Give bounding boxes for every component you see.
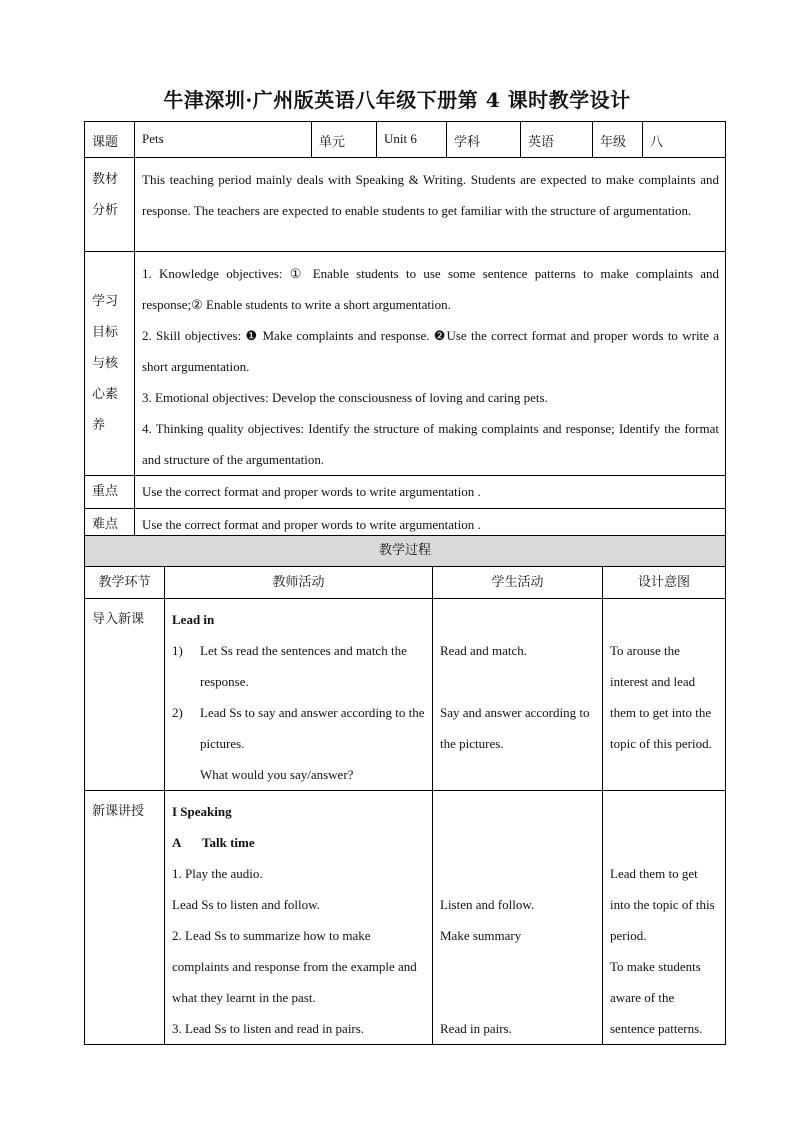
analysis-label <box>85 158 135 252</box>
lead-in-stage: 导入新课 <box>85 599 165 791</box>
list-text: Lead Ss to say and answer according to the pictures. <box>200 705 425 751</box>
objectives-text <box>135 252 726 476</box>
objectives-label <box>85 252 135 476</box>
key-point-label: 重点 <box>85 476 135 509</box>
design-intent: To make students aware of the sentence patterns. <box>610 959 703 1036</box>
list-text: Let Ss read the sentences and match the response. <box>200 643 407 689</box>
analysis-label-text: 教材分析 <box>92 172 119 218</box>
new-lesson-teacher <box>165 791 433 1045</box>
student-activity: Say and answer according to the pictures. <box>440 705 590 751</box>
spacer <box>440 951 596 982</box>
grade-value: 八 <box>643 122 726 158</box>
grade-label: 年级 <box>593 122 643 158</box>
objective-item: 3. Emotional objectives: Develop the consciousness of loving and caring pets. <box>142 390 548 405</box>
student-activity: Make summary <box>440 928 522 943</box>
lead-in-heading: Lead in <box>172 612 215 627</box>
student-activity: Read in pairs. <box>440 1021 512 1036</box>
lead-in-intent <box>603 599 726 791</box>
process-banner: 教学过程 <box>85 536 726 567</box>
process-column-headers <box>85 567 726 599</box>
spacer <box>440 982 596 1013</box>
column-header: 教师活动 <box>165 567 433 599</box>
list-item <box>172 697 426 759</box>
unit-value: Unit 6 <box>377 122 447 158</box>
process-table <box>84 535 726 1045</box>
column-header: 设计意图 <box>603 567 726 599</box>
talk-time-heading <box>172 827 426 858</box>
spacer <box>440 858 596 889</box>
spacer <box>440 604 596 635</box>
header-row <box>85 122 726 158</box>
spacer <box>610 604 719 635</box>
key-point-text: Use the correct format and proper words to write argumentation . <box>135 476 726 509</box>
column-header: 学生活动 <box>433 567 603 599</box>
teacher-step: 3. Lead Ss to listen and read in pairs. <box>172 1021 365 1036</box>
student-activity: Read and match. <box>440 643 527 658</box>
new-lesson-student <box>433 791 603 1045</box>
spacer <box>610 796 719 827</box>
objective-item: 2. Skill objectives: ❶ Make complaints and response. ❷Use the correct format and proper words to write a short argumentation. <box>142 328 719 374</box>
spacer <box>440 827 596 858</box>
key-point-row <box>85 476 726 509</box>
speaking-heading: I Speaking <box>172 804 232 819</box>
teacher-step: 2. Lead Ss to summarize how to make complaints and response from the example and what they learnt in the past. <box>172 928 417 1005</box>
analysis-row <box>85 158 726 252</box>
objectives-label-text: 学习目标与核心素养 <box>92 294 119 433</box>
lesson-info-table <box>84 121 726 542</box>
objective-item: 4. Thinking quality objectives: Identify the structure of making complaints and response; Identify the format and structure of the argumentation. <box>142 421 719 467</box>
difficult-point-label: 难点 <box>85 509 135 542</box>
student-activity: Listen and follow. <box>440 897 535 912</box>
column-header: 教学环节 <box>85 567 165 599</box>
lead-in-question: What would you say/answer? <box>200 767 354 782</box>
topic-value: Pets <box>135 122 312 158</box>
list-number: 2) <box>172 705 183 720</box>
topic-label: 课题 <box>85 122 135 158</box>
design-intent: Lead them to get into the topic of this period. <box>610 866 715 943</box>
new-lesson-stage: 新课讲授 <box>85 791 165 1045</box>
design-intent: To arouse the interest and lead them to get into the topic of this period. <box>610 643 712 751</box>
page-title: 牛津深圳·广州版英语八年级下册第 4 课时教学设计 <box>163 88 631 112</box>
objective-item: 1. Knowledge objectives: ① Enable students to use some sentence patterns to make complaints and response;② Enable students to write a short argumentation. <box>142 266 719 312</box>
analysis-text: This teaching period mainly deals with Speaking & Writing. Students are expected to make complaints and response. The teachers are expected to enable students to get familiar with the structure of argumentation. <box>135 158 726 252</box>
spacer <box>440 796 596 827</box>
lead-in-row <box>85 599 726 791</box>
objectives-row <box>85 252 726 476</box>
difficult-point-text: Use the correct format and proper words to write argumentation . <box>135 509 726 542</box>
list-item <box>172 635 426 697</box>
teacher-step: Lead Ss to listen and follow. <box>172 897 320 912</box>
lead-in-student <box>433 599 603 791</box>
spacer <box>610 827 719 858</box>
section-letter: A <box>172 835 182 850</box>
subject-value: 英语 <box>521 122 593 158</box>
unit-label: 单元 <box>312 122 377 158</box>
list-number: 1) <box>172 643 183 658</box>
subject-label: 学科 <box>447 122 521 158</box>
new-lesson-intent <box>603 791 726 1045</box>
new-lesson-row <box>85 791 726 1045</box>
spacer <box>440 666 596 697</box>
process-banner-row <box>85 536 726 567</box>
section-title: Talk time <box>202 835 255 850</box>
lead-in-teacher <box>165 599 433 791</box>
teacher-step: 1. Play the audio. <box>172 866 263 881</box>
